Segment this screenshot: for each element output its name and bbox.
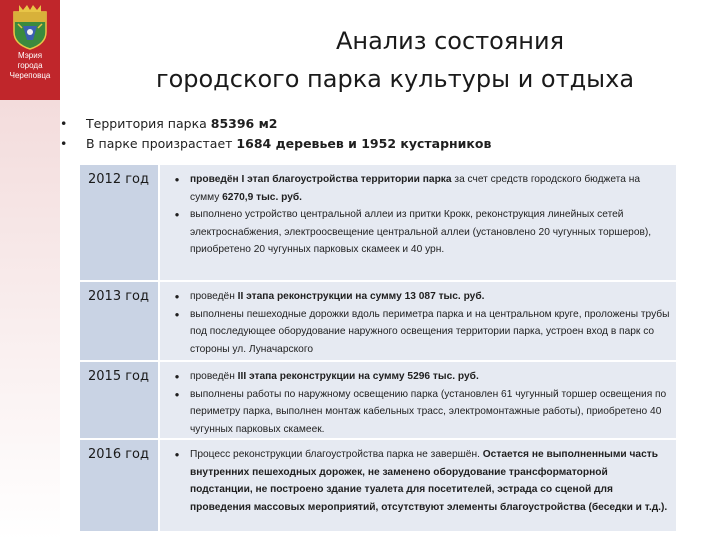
bullet-icon: ● — [174, 372, 180, 381]
details-cell — [160, 282, 676, 360]
item-plain: Процесс реконструкции благоустройства парка не завершён. — [190, 449, 483, 460]
item-text: выполнено устройство центральной аллеи из притки Крокк, реконструкция линейных сетей электроснабжения, электроосвещение центральной аллеи (установлено 20 чугунных торшеров), приобретено 20 чугунных парковых скамеек и 40 урн. — [190, 209, 652, 255]
table-row — [80, 282, 676, 362]
summary-text — [86, 114, 278, 134]
year-cell: 2012 год — [80, 165, 160, 280]
bullet-icon: ● — [174, 175, 180, 184]
title-line-1: Анализ состояния — [335, 27, 565, 55]
stages-table — [80, 163, 676, 533]
logo-line-3: Череповца — [9, 71, 51, 80]
bullet-icon: ● — [174, 292, 180, 301]
page-title — [60, 22, 720, 98]
table-row — [80, 440, 676, 533]
logo-block — [0, 0, 60, 100]
list-item — [164, 386, 670, 439]
summary-item — [60, 134, 700, 154]
list-item — [164, 368, 670, 386]
item-text: выполнены пешеходные дорожки вдоль периметра парка и на центральном круге, проложены трубы под последующее оборудование наружного освещения территории парка, устроен вход в парк со стороны ул. Луначарского — [190, 308, 670, 355]
logo-line-2: города — [17, 61, 43, 70]
table-row — [80, 362, 676, 440]
summary-text — [86, 134, 491, 154]
item-plain: за счет средств городского бюджета на сумму — [190, 174, 641, 203]
details-cell — [160, 362, 676, 438]
item-text: выполнены работы по наружному освещению парка (установлен 61 чугунный торшер освещения по периметру парка, выполнен монтаж кабельных трасс, электромонтажные работы), приобретено 40 чугунных парковых скамеек. — [190, 388, 667, 435]
item-bold: II этапа реконструкции на сумму 13 087 тыс. руб. — [237, 291, 485, 302]
item-bold: III этапа реконструкции на сумму 5296 тыс. руб. — [237, 371, 479, 382]
item-text — [190, 288, 670, 306]
table-row — [80, 165, 676, 282]
summary-value: 85396 м2 — [210, 116, 278, 131]
year-cell: 2016 год — [80, 440, 160, 531]
list-item — [164, 206, 670, 259]
list-item — [164, 306, 670, 359]
details-cell — [160, 165, 676, 280]
bullet-icon: ● — [174, 450, 180, 459]
year-cell: 2013 год — [80, 282, 160, 360]
bullet-icon: • — [60, 136, 68, 151]
details-cell — [160, 440, 676, 531]
summary-list — [60, 114, 700, 154]
list-item — [164, 288, 670, 306]
summary-label: В парке произрастает — [86, 136, 237, 151]
sidebar-strip — [0, 100, 60, 540]
year-cell: 2015 год — [80, 362, 160, 438]
item-plain: проведён — [190, 371, 238, 382]
item-plain: проведён — [190, 291, 238, 302]
item-text — [190, 368, 670, 386]
list-item — [164, 171, 670, 206]
summary-item — [60, 114, 700, 134]
bullet-icon: ● — [174, 210, 180, 219]
sidebar — [0, 0, 60, 540]
bullet-icon: ● — [174, 309, 180, 319]
list-item — [164, 446, 670, 516]
city-emblem-icon — [11, 4, 49, 50]
item-bold: Остается не выполненными часть внутренних пешеходных дорожек, не заменено оборудование трансформаторной подстанции, не построено здание туалета для посетителей, эстрада со сценой для проведения массовых мероприятий, отсутствуют элементы благоустройства (беседки и т.д.). — [190, 449, 668, 513]
item-bold-2: 6270,9 тыс. руб. — [222, 191, 303, 203]
item-bold: проведён I этап благоустройства территории парка — [190, 174, 452, 185]
bullet-icon: ● — [174, 389, 180, 399]
summary-label: Территория парка — [86, 116, 211, 131]
item-text — [190, 446, 670, 516]
item-text — [190, 171, 670, 206]
summary-value: 1684 деревьев и 1952 кустарников — [236, 136, 492, 151]
bullet-icon: • — [60, 116, 68, 131]
logo-text — [0, 51, 60, 81]
logo-line-1: Мэрия — [17, 51, 43, 60]
title-line-2: городского парка культуры и отдыха — [155, 65, 635, 93]
